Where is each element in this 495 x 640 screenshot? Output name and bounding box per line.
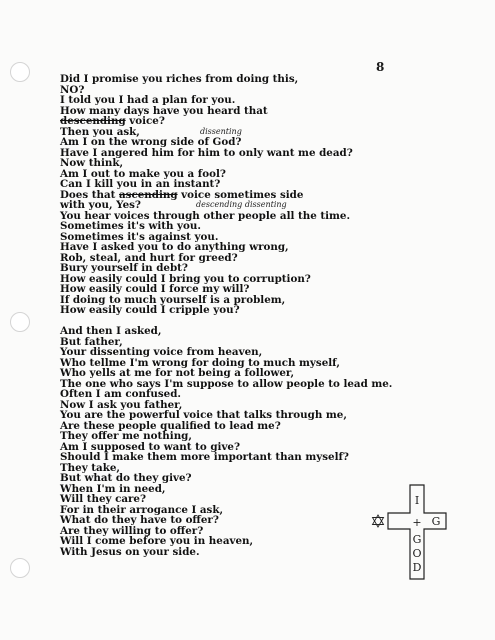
cross-letters (412, 494, 440, 574)
text-line: How easily could I cripple you? (60, 304, 240, 316)
text-line (60, 116, 400, 127)
text-line: Am I out to make you a fool? (60, 167, 226, 180)
binder-hole-middle (10, 312, 30, 332)
binder-hole-top (10, 62, 30, 82)
handwritten-note-dissenting: dissenting (200, 127, 242, 136)
text-line: Then you ask, (60, 125, 140, 138)
text-line: For in their arrogance I ask, (60, 503, 224, 516)
text-line: Sometimes it's against you. (60, 230, 219, 243)
poem-text (60, 74, 400, 557)
text-line: Can I kill you in an instant? (60, 178, 221, 190)
cross-letter: D (412, 561, 422, 574)
text-line: But what do they give? (60, 472, 192, 484)
handwritten-note-descending-dissenting: descending dissenting (196, 200, 287, 209)
text-line: I told you I had a plan for you. (60, 94, 236, 106)
text-line: When I'm in need, (60, 482, 166, 495)
text-line: Often I am confused. (60, 388, 182, 400)
struck-word: descending (60, 115, 126, 127)
text-line: Who yells at me for not being a follower, (60, 367, 295, 379)
text-line: They take, (60, 461, 120, 474)
line-text: voice? (125, 115, 165, 127)
hand-drawn-cross-drawing (386, 483, 448, 581)
cross-letter: + (412, 516, 422, 529)
text-line: Who tellme I'm wrong for doing to much myself, (60, 356, 340, 369)
text-line: NO? (60, 83, 85, 96)
text-line: Are they willing to offer? (60, 524, 204, 537)
text-line: The one who says I'm suppose to allow people to lead me. (60, 377, 393, 390)
text-line: And then I asked, (60, 325, 162, 337)
text-line: Have I asked you to do anything wrong, (60, 241, 289, 253)
text-line: Your dissenting voice from heaven, (60, 346, 263, 358)
text-line: What do they have to offer? (60, 514, 219, 526)
text-line: Bury yourself in debt? (60, 262, 188, 274)
text-line: Did I promise you riches from doing this, (60, 73, 299, 85)
text-line: Sometimes it's with you. (60, 220, 201, 232)
page-number: 8 (376, 60, 385, 74)
text-line: Will they care? (60, 493, 147, 505)
stanza-2 (60, 326, 400, 557)
text-line: Rob, steal, and hurt for greed? (60, 251, 238, 264)
text-line: You hear voices through other people all the time. (60, 209, 351, 222)
cross-letter: G (412, 533, 422, 546)
stanza-1 (60, 74, 400, 316)
text-line: If doing to much yourself is a problem, (60, 293, 286, 306)
cross-letter: I (414, 494, 420, 507)
struck-word: ascending (119, 188, 178, 201)
binder-hole-bottom (10, 558, 30, 578)
star-of-david-icon (371, 514, 385, 528)
text-line: Am I on the wrong side of God? (60, 136, 242, 148)
text-line: Are these people qualified to lead me? (60, 419, 281, 432)
line-text: voice sometimes side (177, 188, 304, 201)
text-line: They offer me nothing, (60, 430, 192, 442)
text-line: Now think, (60, 157, 124, 169)
text-line: Will I come before you in heaven, (60, 535, 254, 547)
cross-letter: G (431, 515, 441, 528)
line-text: Does that (60, 188, 119, 201)
text-line: How easily could I bring you to corruption? (60, 272, 311, 285)
text-line: You are the powerful voice that talks through me, (60, 409, 347, 421)
text-line: Am I supposed to want to give? (60, 440, 241, 453)
text-line: How easily could I force my will? (60, 283, 250, 295)
text-line: Now I ask you father, (60, 398, 183, 411)
text-line: With Jesus on your side. (60, 545, 200, 558)
text-line: with you, Yes? (60, 199, 141, 211)
text-line: Should I make them more important than myself? (60, 451, 349, 463)
text-line: How many days have you heard that (60, 104, 268, 117)
text-line: But father, (60, 335, 123, 348)
cross-letter: O (412, 547, 422, 560)
text-line: Have I angered him for him to only want me dead? (60, 146, 353, 159)
